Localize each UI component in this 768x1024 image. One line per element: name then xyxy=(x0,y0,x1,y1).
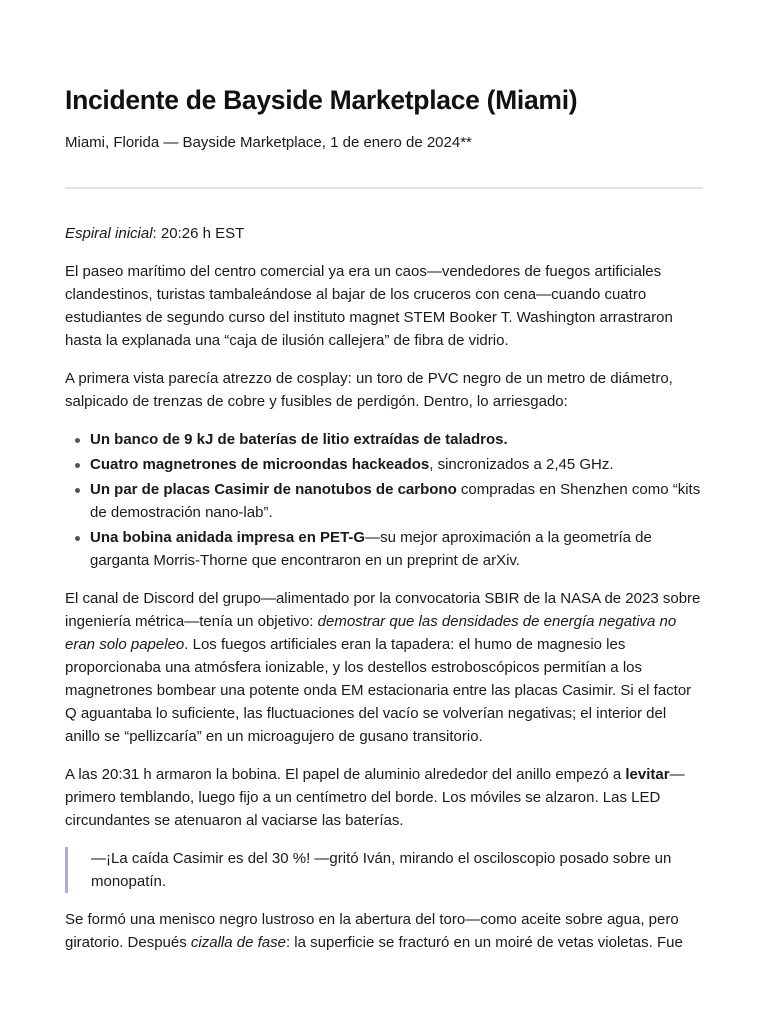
paragraph-intro: El paseo marítimo del centro comercial ya era un caos—vendedores de fuegos artificiales clandestinos, turistas tambaleándose al bajar de los cruceros con cena—cuando cuatro estudiantes de segundo curso del instituto magnet STEM Booker T. Washington arrastraron hasta la explanada una “caja de ilusión callejera” de fibra de vidrio. xyxy=(65,263,673,349)
list-item-text: —su mejor aproximación a la geometría de garganta Morris-Thorne que encontraron en un preprint de arXiv. xyxy=(90,529,652,569)
paragraph-coil-bold: levitar xyxy=(625,766,670,783)
paragraph-meniscus-end: : la superficie se fracturó en un moiré de vetas violetas. Fue xyxy=(285,934,683,951)
paragraph-discord-end: . Los fuegos artificiales eran la tapadera: el humo de magnesio les proporcionaba una atmósfera ionizable, y los destellos estroboscópicos permitían a los magnetrones bombear una potente onda EM estacionaria entre las placas Casimir. Si el factor Q aguantaba lo suficiente, las fluctuaciones del vacío se volverían negativas; el interior del anillo se “pellizcaría” en un microagujero de gusano transitorio. xyxy=(65,636,692,745)
spiral-time: : 20:26 h EST xyxy=(152,225,245,242)
list-item-bold: Un par de placas Casimir de nanotubos de carbono xyxy=(90,481,457,498)
paragraph-discord-emphasis: demostrar que las densidades de energía negativa no eran solo papeleo xyxy=(65,613,677,653)
paragraph-coil-start: A las 20:31 h armaron la bobina. El papel de aluminio alrededor del anillo empezó a xyxy=(65,766,626,783)
paragraph-toro: A primera vista parecía atrezzo de cosplay: un toro de PVC negro de un metro de diámetro, salpicado de trenzas de cobre y fusibles de perdigón. Dentro, lo arriesgado: xyxy=(65,370,673,410)
paragraph-coil-end: —primero temblando, luego fijo a un centímetro del borde. Los móviles se alzaron. Las LED circundantes se atenuaron al vaciarse las baterías. xyxy=(65,766,685,829)
list-item-bold: Una bobina anidada impresa en PET-G xyxy=(90,529,366,546)
paragraph-discord-start: El canal de Discord del grupo—alimentado por la convocatoria SBIR de la NASA de 2023 sobre ingeniería métrica—tenía un objetivo: xyxy=(65,590,701,630)
list-item xyxy=(90,428,703,451)
paragraph-coil xyxy=(65,763,703,832)
paragraph-meniscus xyxy=(65,908,703,954)
list-item xyxy=(90,453,703,476)
spiral-label: Espiral inicial xyxy=(65,225,153,242)
spiral-line xyxy=(65,222,703,245)
paragraph-meniscus-start: Se formó una menisco negro lustroso en la abertura del toro—como aceite sobre agua, pero giratorio. Después xyxy=(65,911,679,951)
paragraph-meniscus-emphasis: cizalla de fase xyxy=(190,934,286,951)
list-item-bold: Un banco de 9 kJ de baterías de litio extraídas de taladros. xyxy=(90,431,508,448)
header-divider xyxy=(65,187,703,189)
paragraph-discord xyxy=(65,587,703,748)
article-title: Incidente de Bayside Marketplace (Miami) xyxy=(65,85,578,115)
dateline: Miami, Florida — Bayside Marketplace, 1 de enero de 2024** xyxy=(65,134,472,151)
list-item xyxy=(90,478,703,524)
quote-block: —¡La caída Casimir es del 30 %! —gritó Iván, mirando el osciloscopio posado sobre un monopatín. xyxy=(65,847,703,893)
list-item xyxy=(90,526,703,572)
list-item-bold: Cuatro magnetrones de microondas hackeados xyxy=(90,456,430,473)
list-item-text: compradas en Shenzhen como “kits de demostración nano-lab”. xyxy=(90,481,701,521)
component-list xyxy=(65,428,703,572)
list-item-text: , sincronizados a 2,45 GHz. xyxy=(429,456,614,473)
